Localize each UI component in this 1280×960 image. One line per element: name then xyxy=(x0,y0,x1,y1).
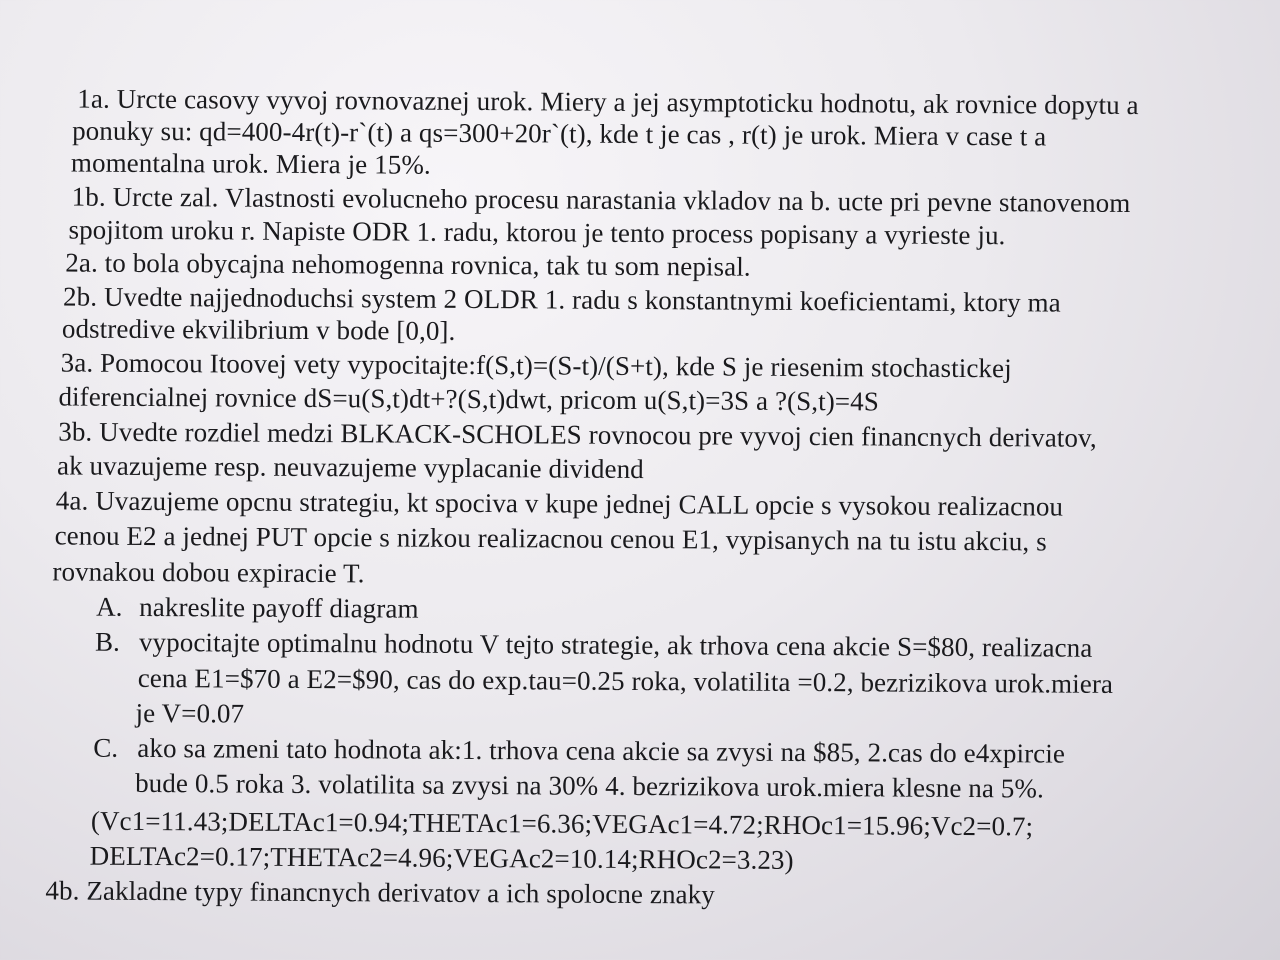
q4a-line-1: 4a. Uvazujeme opcnu strategiu, kt spociva v kupe jednej CALL opcie s vysokou realizacnou xyxy=(55,485,1064,522)
q4a-results-line-1: (Vc1=11.43;DELTAc1=0.94;THETAc1=6.36;VEGAc1=4.72;RHOc1=15.96;Vc2=0.7; xyxy=(90,805,1034,842)
q4a-item-c-line-2: bude 0.5 roka 3. volatilita sa zvysi na 30% 4. bezrizikova urok.miera klesne na 5%. xyxy=(135,767,1044,804)
q4a-item-a-line-1: nakreslite payoff diagram xyxy=(139,591,419,624)
q1a-line-3: momentalna urok. Miera je 15%. xyxy=(70,147,431,180)
q2a-line-1: 2a. to bola obycajna nehomogenna rovnica, tak tu som nepisal. xyxy=(65,247,751,282)
q4a-item-b-line-3: je V=0.07 xyxy=(135,697,245,729)
q3b-line-1: 3b. Uvedte rozdiel medzi BLKACK-SCHOLES rovnocou pre vyvoj cien financnych derivatov, xyxy=(58,416,1097,453)
q3a-line-2: diferencialnej rovnice dS=u(S,t)dt+?(S,t)dwt, pricom u(S,t)=3S a ?(S,t)=4S xyxy=(58,381,879,417)
q4a-item-b-line-2: cena E1=$70 a E2=$90, cas do exp.tau=0.25 roka, volatilita =0.2, bezrizikova urok.miera xyxy=(137,662,1114,699)
q2b-line-2: odstredive ekvilibrium v bode [0,0]. xyxy=(61,313,456,346)
q4a-line-3: rovnakou dobou expiracie T. xyxy=(52,556,365,589)
q1b-line-2: spojitom uroku r. Napiste ODR 1. radu, ktorou je tento process popisany a vyrieste ju. xyxy=(68,214,1006,251)
q2b-line-1: 2b. Uvedte najjednoduchsi system 2 OLDR 1. radu s konstantnymi koeficientami, ktory ma xyxy=(63,281,1061,318)
q4a-item-b-letter: B. xyxy=(94,626,120,657)
q1a-line-1: 1a. Urcte casovy vyvoj rovnovaznej urok. Miery a jej asymptoticku hodnotu, ak rovnice dopytu a xyxy=(77,83,1139,121)
q4a-item-b-line-1: vypocitajte optimalnu hodnotu V tejto strategie, ak trhova cena akcie S=$80, realizacna xyxy=(138,626,1093,663)
q4a-results-line-2: DELTAc2=0.17;THETAc2=4.96;VEGAc2=10.14;RHOc2=3.23) xyxy=(89,840,794,875)
q4a-line-2: cenou E2 a jednej PUT opcie s nizkou realizacnou cenou E1, vypisanych na tu istu akciu, s xyxy=(54,520,1047,557)
q3a-line-1: 3a. Pomocou Itoovej vety vypocitajte:f(S,t)=(S-t)/(S+t), kde S je riesenim stochastickej xyxy=(60,347,1012,384)
q1b-line-1: 1b. Urcte zal. Vlastnosti evolucneho procesu narastania vkladov na b. ucte pri pevne stanovenom xyxy=(71,181,1131,218)
q4a-item-c-letter: C. xyxy=(93,732,119,763)
q3b-line-2: ak uvazujeme resp. neuvazujeme vyplacanie dividend xyxy=(56,450,644,485)
q4b-line-1: 4b. Zakladne typy financnych derivatov a ich spolocne znaky xyxy=(45,875,715,910)
q4a-item-a-letter: A. xyxy=(96,591,123,622)
q4a-item-c-line-1: ako sa zmeni tato hodnota ak:1. trhova cena akcie sa zvysi na $85, 2.cas do e4xpircie xyxy=(137,732,1066,769)
q1a-line-2: ponuky su: qd=400-4r(t)-r`(t) a qs=300+20r`(t), kde t je cas , r(t) je urok. Miera v case t a xyxy=(72,115,1047,152)
